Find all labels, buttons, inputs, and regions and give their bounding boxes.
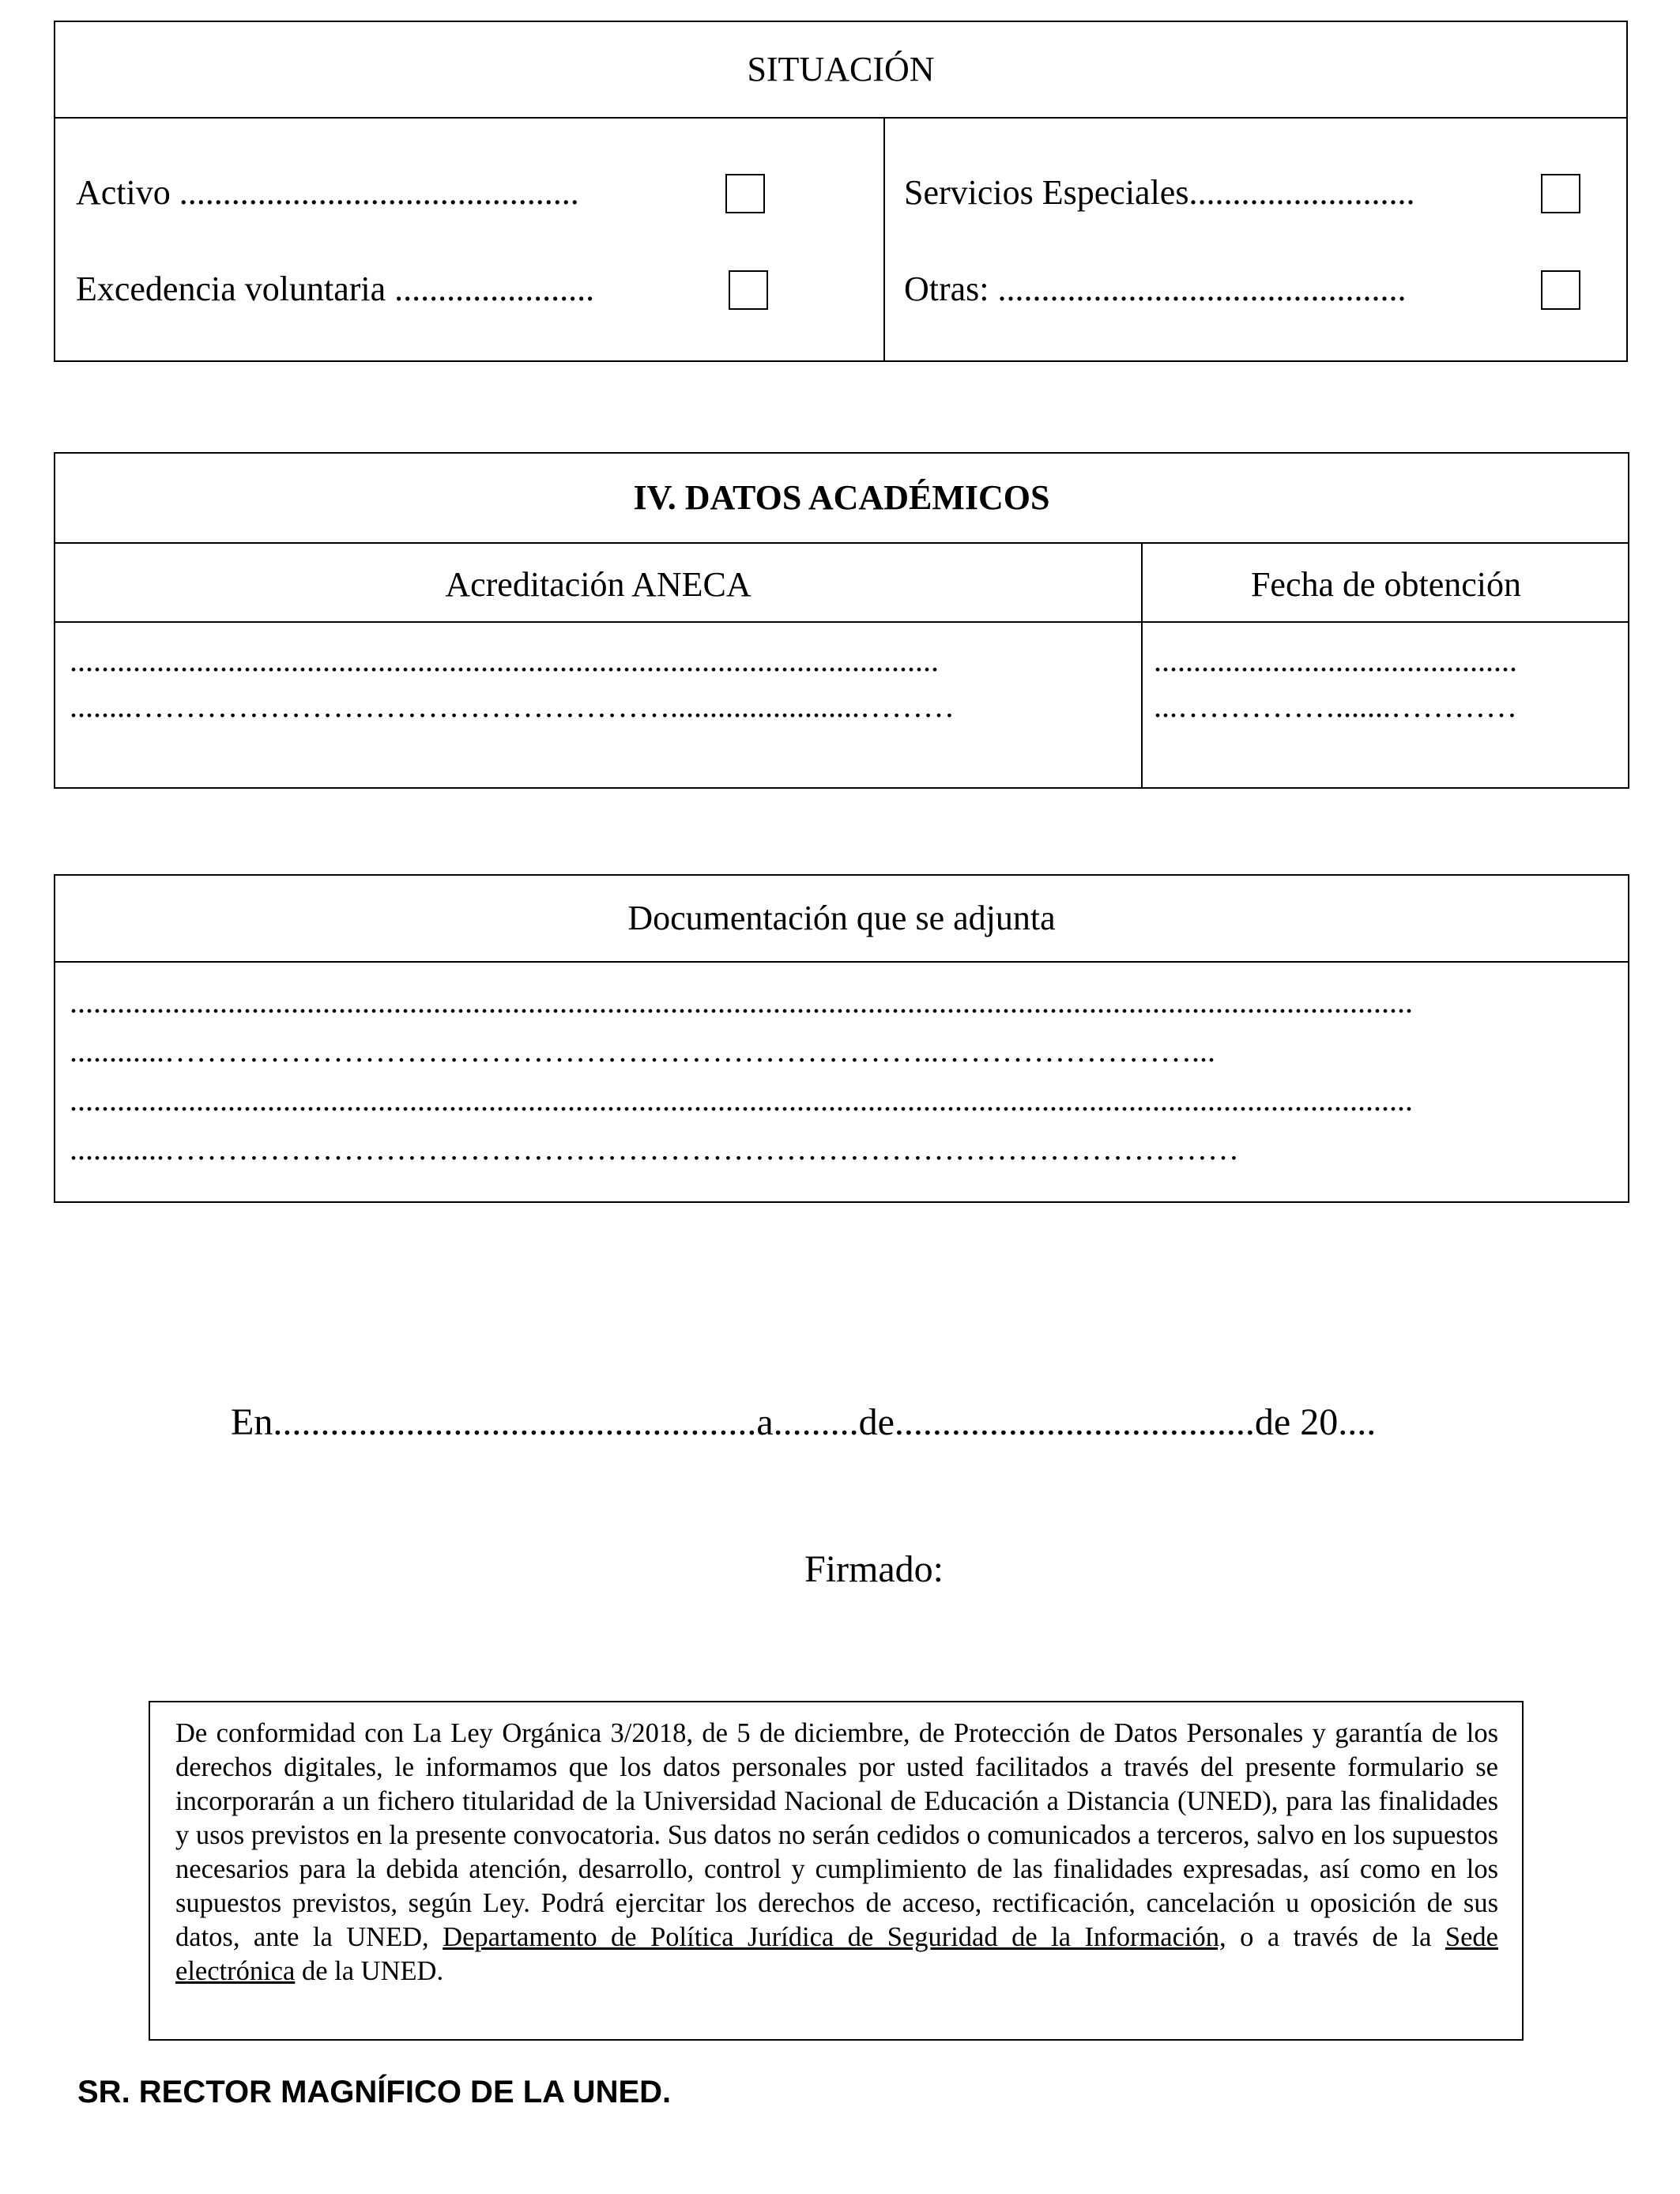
option-servicios-label: Servicios Especiales [904,173,1189,212]
firmado-label: Firmado: [804,1548,944,1590]
legal-part-3: de la UNED. [295,1956,444,1986]
documentacion-title: Documentación que se adjunta [55,876,1628,963]
option-otras [904,269,1407,309]
documentacion-line-3[interactable]: .......................................................................................................................................................................... [70,1082,1413,1118]
checkbox-otras[interactable] [1541,270,1580,310]
recipient-footer: SR. RECTOR MAGNÍFICO DE LA UNED. [77,2075,672,2109]
lugar-fecha-line[interactable]: En...................................................a.........de......................................de 20.... [231,1401,1377,1443]
col-header-fecha: Fecha de obtención [1250,565,1522,604]
legal-part-2: o a través de la [1226,1922,1445,1952]
checkbox-excedencia[interactable] [729,270,768,310]
option-activo-leader: .............................................. [179,173,579,212]
documentacion-line-2[interactable]: ............………………………………………………………………..……………………... [70,1033,1215,1069]
link-sede-electronica[interactable]: Sede electrónica [175,1922,1498,1986]
documentacion-line-1[interactable]: .......................................................................................................................................................................... [70,984,1413,1020]
option-otras-leader: ............................................... [997,270,1407,308]
situacion-title: SITUACIÓN [55,22,1626,119]
option-activo [76,172,579,213]
acreditacion-line-1[interactable]: .............................................................................................................. [70,643,939,678]
option-excedencia-leader: ....................... [394,270,595,308]
option-servicios-leader: .......................... [1188,173,1415,212]
option-excedencia [76,269,594,309]
option-excedencia-label: Excedencia voluntaria [76,270,386,308]
col-header-acreditacion: Acreditación ANECA [445,565,751,604]
option-servicios-especiales [904,172,1414,213]
datos-academicos-section [54,452,1629,789]
legal-part-1: De conformidad con La Ley Orgánica 3/2018, de 5 de diciembre, de Protección de Datos Personales y garantía de los derechos digitales, le informamos que los datos personales por usted facilitados a través del presente formulario se incorporarán a un fichero titularidad de la Universidad Nacional de Educación a Distancia (UNED), para las finalidades y usos previstos en la presente convocatoria. Sus datos no serán cedidos o comunicados a terceros, salvo en los supuestos necesarios para la debida atención, desarrollo, control y cumplimiento de las finalidades expresadas, así como en los supuestos previstos, según Ley. Podrá ejercitar los derechos de acceso, rectificación, cancelación u oposición de sus datos, ante la UNED, [175,1718,1498,1952]
fecha-line-1[interactable]: .............................................. [1154,643,1517,678]
checkbox-activo[interactable] [725,174,765,213]
documentacion-line-4[interactable]: ............………………………………………………………………………………………… [70,1131,1239,1167]
option-activo-label: Activo [76,173,171,212]
acreditacion-line-2[interactable]: ........……………………………………………........................……… [70,688,955,724]
legal-notice-text [175,1717,1498,1989]
situacion-section [54,21,1628,362]
option-otras-label: Otras: [904,270,989,308]
link-departamento-politica-juridica[interactable]: Departamento de Política Jurídica de Seguridad de la Información, [443,1922,1226,1952]
datos-academicos-title: IV. DATOS ACADÉMICOS [55,454,1628,544]
fecha-line-2[interactable]: ...…………….......………… [1154,688,1517,724]
documentacion-section [54,874,1629,1203]
situacion-divider [883,119,885,360]
checkbox-servicios-especiales[interactable] [1541,174,1580,213]
